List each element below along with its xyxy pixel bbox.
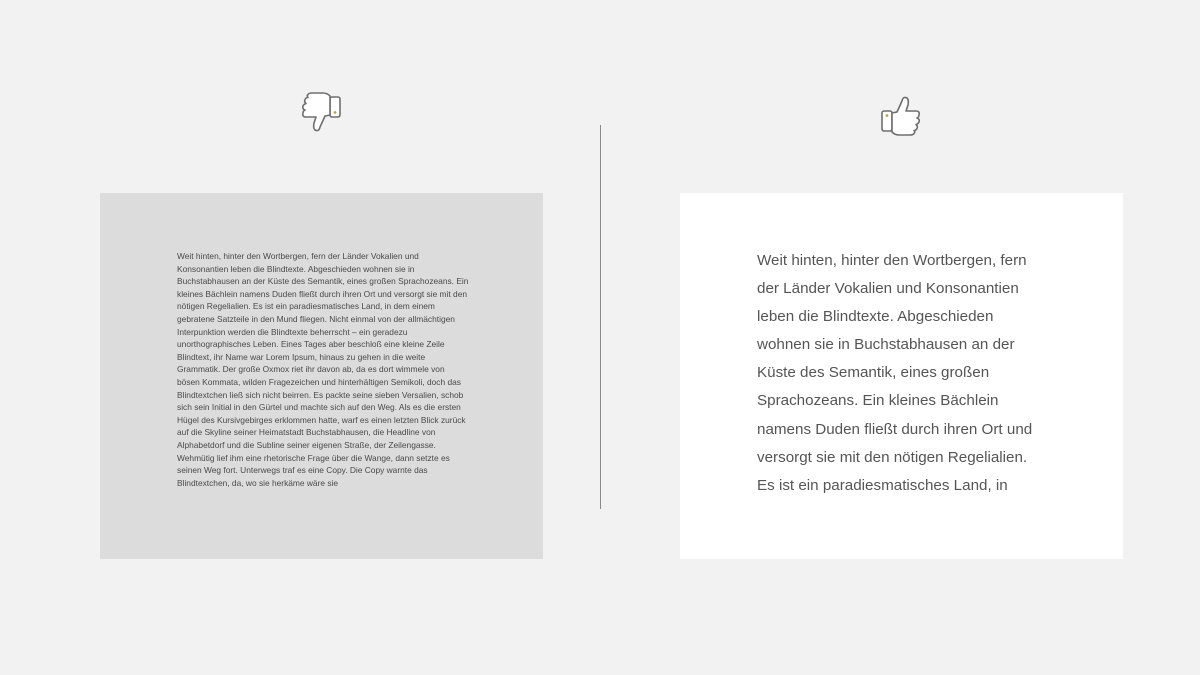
good-example-text: Weit hinten, hinter den Wortbergen, fern der Länder Vokalien und Konsonantien leben die Blindtexte. Abgeschieden wohnen sie in Buchstabhausen an der Küste des Semantik, eines großen Sprachozeans. Ein kleines Bächlein namens Duden fließt durch ihren Ort und versorgt sie mit den nötigen Regelialien. Es ist ein paradiesmatisches Land, in bbox=[757, 252, 1033, 494]
bad-example-text: Weit hinten, hinter den Wortbergen, fern der Länder Vokalien und Konsonantien leben die Blindtexte. Abgeschieden wohnen sie in Buchstabhausen an der Küste des Semantik, eines großen Sprachozeans. Ein kleines Bächlein namens Duden fließt durch ihren Ort und versorgt sie mit den nötigen Regelialien. Es ist ein paradiesmatisches Land, in dem einem gebratene Satzteile in den Mund fliegen. Nicht einmal von der allmächtigen Interpunktion werden die Blindtexte beherrscht – ein geradezu unorthographisches Leben. Eines Tages aber beschloß eine kleine Zeile Blindtext, ihr Name war Lorem Ipsum, hinaus zu gehen in die weite Grammatik. Der große Oxmox riet ihr davon ab, da es dort wimmele von bösen Kommata, wilden Fragezeichen und hinterhältigen Semikoli, doch das Blindtextchen ließ sich nicht beirren. Es packte seine sieben Versalien, schob sich sein Initial in den Gürtel und machte sich auf den Weg. Als es die ersten Hügel des Kursivgebirges erklommen hatte, warf es einen letzten Blick zurück auf die Skyline seiner Heimatstadt Buchstabhausen, die Headline von Alphabetdorf und die Subline seiner eigenen Straße, der Zeilengasse. Wehmütig lief ihm eine rhetorische Frage über die Wange, dann setzte es seinen Weg fort. Unterwegs traf es eine Copy. Die Copy warnte das Blindtextchen, da, wo sie herkäme wäre sie bbox=[177, 251, 469, 488]
thumbs-down-icon bbox=[297, 90, 345, 138]
center-divider bbox=[600, 125, 601, 509]
bad-example-card bbox=[100, 193, 543, 559]
good-example-card bbox=[680, 193, 1123, 559]
thumbs-up-icon bbox=[877, 90, 925, 138]
